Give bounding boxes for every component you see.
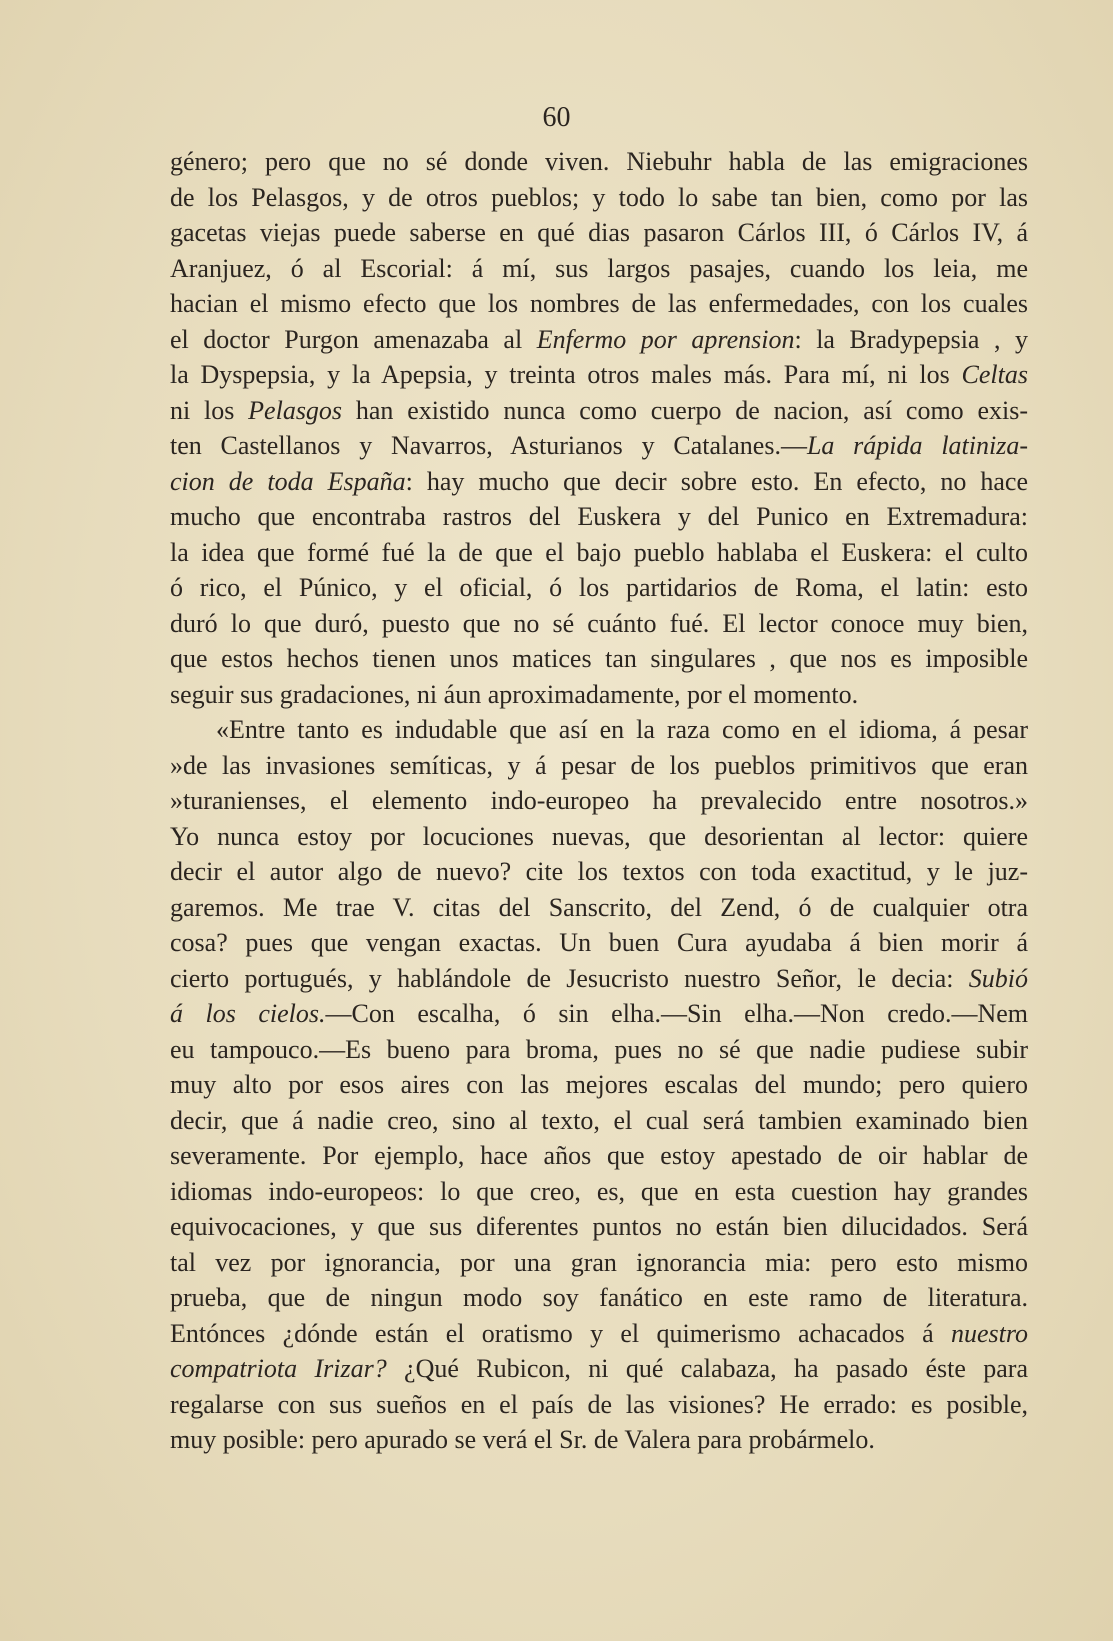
text-line <box>170 215 1028 251</box>
text-span: mucho que encontraba rastros del Euskera y del Punico en Extremadura: <box>170 502 1028 531</box>
text-span: «Entre tanto es indudable que así en la raza como en el idioma, á pesar <box>216 715 1028 744</box>
italic-text-span: Pelasgos <box>248 395 343 425</box>
text-span: : hay mucho que decir sobre esto. En efecto, no hace <box>405 466 1029 496</box>
text-span: cosa? pues que vengan exactas. Un buen Cura ayudaba á bien morir á <box>170 928 1028 957</box>
text-line <box>170 1422 1028 1458</box>
text-span: Entónces ¿dónde están el oratismo y el quimerismo achacados á <box>170 1318 951 1348</box>
body-text <box>170 144 1028 1458</box>
text-line <box>170 570 1028 606</box>
text-span: el doctor Purgon amenazaba al <box>170 324 537 354</box>
text-line <box>170 357 1028 393</box>
text-line <box>170 1387 1028 1423</box>
text-line <box>170 1245 1028 1281</box>
text-span: Yo nunca estoy por locuciones nuevas, que desorientan al lector: quiere <box>170 821 1028 851</box>
text-line <box>170 606 1028 642</box>
italic-text-span: á los cielos. <box>170 999 326 1028</box>
text-span: han existido nunca como cuerpo de nacion, así como exis- <box>342 395 1028 425</box>
text-span: ó rico, el Púnico, y el oficial, ó los partidarios de Roma, el latin: esto <box>170 573 1028 602</box>
text-span: seguir sus gradaciones, ni áun aproximadamente, por el momento. <box>170 679 859 709</box>
text-span: muy alto por esos aires con las mejores escalas del mundo; pero quiero <box>170 1070 1028 1099</box>
text-line <box>170 322 1028 358</box>
text-span: eu tampouco.—Es bueno para broma, pues no sé que nadie pudiese subir <box>170 1034 1028 1064</box>
text-line <box>170 890 1028 926</box>
text-line <box>170 1209 1028 1245</box>
text-line <box>170 854 1028 890</box>
text-span: tal vez por ignorancia, por una gran ignorancia mia: pero esto mismo <box>170 1247 1028 1277</box>
text-span: prueba, que de ningun modo soy fanático en este ramo de literatura. <box>170 1283 1028 1312</box>
text-line <box>170 925 1028 961</box>
text-span: idiomas indo-europeos: lo que creo, es, que en esta cuestion hay grandes <box>170 1176 1028 1206</box>
text-line <box>170 1032 1028 1068</box>
italic-text-span: nuestro <box>950 1318 1028 1348</box>
text-span: severamente. Por ejemplo, hace años que estoy apestado de oir hablar de <box>170 1141 1028 1170</box>
text-line <box>170 819 1028 855</box>
page-number: 60 <box>542 102 571 133</box>
text-line <box>170 1316 1028 1352</box>
italic-text-span: Celtas <box>961 360 1028 389</box>
text-line <box>170 961 1028 997</box>
text-span: decir, que á nadie creo, sino al texto, el cual será tambien examinado bien <box>170 1105 1028 1135</box>
text-span: ten Castellanos y Navarros, Asturianos y Catalanes.— <box>170 431 807 460</box>
italic-text-span: cion de toda España <box>170 466 406 496</box>
text-span: que estos hechos tienen unos matices tan singulares , que nos es imposible <box>170 644 1028 673</box>
text-line <box>170 748 1028 784</box>
text-span: decir el autor algo de nuevo? cite los textos con toda exactitud, y le juz- <box>170 857 1028 886</box>
text-line <box>170 535 1028 571</box>
text-span: género; pero que no sé donde viven. Niebuhr habla de las emigraciones <box>170 147 1028 176</box>
text-span: gacetas viejas puede saberse en qué dias pasaron Cárlos III, ó Cárlos IV, á <box>170 218 1028 247</box>
text-line <box>170 641 1028 677</box>
text-line <box>170 499 1028 535</box>
text-line <box>170 1103 1028 1139</box>
text-line <box>170 1138 1028 1174</box>
text-line <box>170 464 1028 500</box>
italic-text-span: La rápida latiniza- <box>806 431 1028 460</box>
text-span: muy posible: pero apurado se verá el Sr. de Valera para probármelo. <box>170 1425 875 1454</box>
text-span: ni los <box>170 395 249 425</box>
italic-text-span: Enfermo por aprension <box>536 324 795 354</box>
text-span: garemos. Me trae V. citas del Sanscrito, del Zend, ó de cualquier otra <box>170 892 1028 922</box>
text-line <box>170 180 1028 216</box>
text-span: ¿Qué Rubicon, ni qué calabaza, ha pasado éste para <box>386 1354 1028 1383</box>
text-span: la idea que formé fué la de que el bajo pueblo hablaba el Euskera: el culto <box>170 537 1028 567</box>
text-line <box>170 286 1028 322</box>
text-line <box>170 1174 1028 1210</box>
text-line <box>170 428 1028 464</box>
text-line <box>170 251 1028 287</box>
text-span: Aranjuez, ó al Escorial: á mí, sus largos pasajes, cuando los leia, me <box>170 253 1028 283</box>
text-span: —Con escalha, ó sin elha.—Sin elha.—Non credo.—Nem <box>325 999 1028 1028</box>
text-line <box>170 996 1028 1032</box>
text-span: duró lo que duró, puesto que no sé cuánto fué. El lector conoce muy bien, <box>170 608 1028 638</box>
text-line <box>170 393 1028 429</box>
text-line <box>170 783 1028 819</box>
text-line <box>170 1067 1028 1103</box>
text-span: regalarse con sus sueños en el país de las visiones? He errado: es posible, <box>170 1389 1028 1419</box>
text-span: »turanienses, el elemento indo-europeo ha prevalecido entre nosotros.» <box>170 786 1028 815</box>
text-span: : la Bradypepsia , y <box>794 324 1029 354</box>
text-span: hacian el mismo efecto que los nombres de las enfermedades, con los cuales <box>170 289 1028 318</box>
text-span: de los Pelasgos, y de otros pueblos; y todo lo sabe tan bien, como por las <box>170 182 1028 212</box>
text-line <box>170 1280 1028 1316</box>
text-span: la Dyspepsia, y la Apepsia, y treinta otros males más. Para mí, ni los <box>170 360 962 389</box>
text-span: equivocaciones, y que sus diferentes puntos no están bien dilucidados. Será <box>170 1212 1028 1241</box>
text-line <box>170 1351 1028 1387</box>
text-span: cierto portugués, y hablándole de Jesucristo nuestro Señor, le decia: <box>170 963 969 993</box>
text-line <box>170 712 1028 748</box>
italic-text-span: compatriota Irizar? <box>170 1354 387 1383</box>
text-line <box>170 677 1028 713</box>
text-line <box>170 144 1028 180</box>
text-span: »de las invasiones semíticas, y á pesar de los pueblos primitivos que eran <box>170 750 1028 780</box>
italic-text-span: Subió <box>968 963 1028 993</box>
